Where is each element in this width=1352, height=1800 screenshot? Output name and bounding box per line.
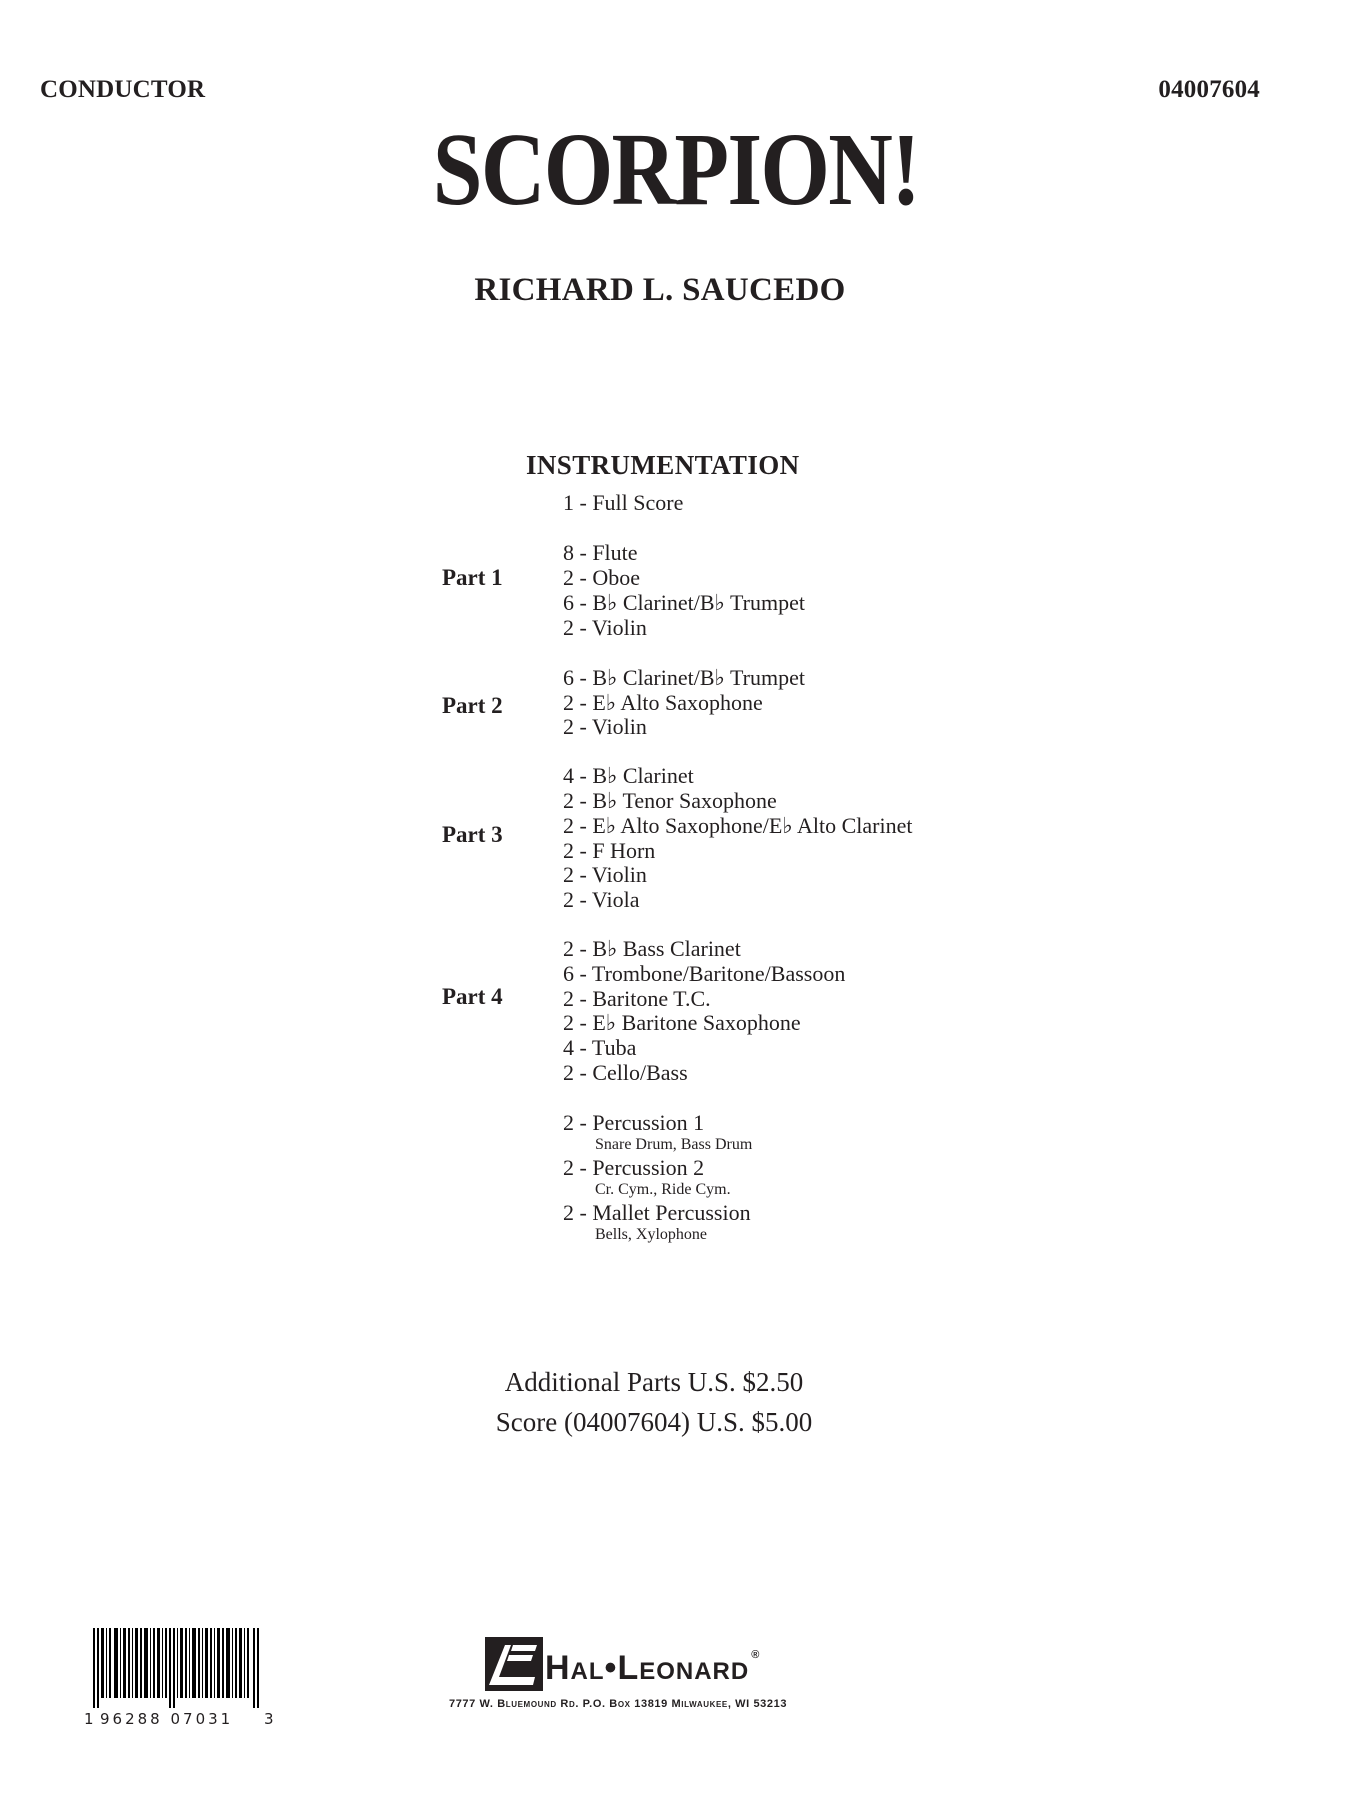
part-3-item: 2 - F Horn <box>563 838 656 863</box>
barcode-digit-right: 3 <box>264 1710 274 1728</box>
publisher-address: 7777 W. Bluemound Rd. P.O. Box 13819 Milwaukee, WI 53213 <box>449 1698 788 1710</box>
logo-wordmark: Hal•Leonard <box>545 1649 750 1687</box>
percussion-detail: Cr. Cym., Ride Cym. <box>595 1181 731 1198</box>
percussion-item: 2 - Mallet Percussion <box>563 1200 751 1225</box>
part-3-item: 4 - B♭ Clarinet <box>563 763 694 788</box>
hal-leonard-mark-icon <box>485 1637 543 1691</box>
score-price: Score (04007604) U.S. $5.00 <box>495 1407 813 1437</box>
part-3-item: 2 - B♭ Tenor Saxophone <box>563 788 777 813</box>
barcode-bars <box>93 1628 259 1708</box>
part-4-item: 2 - Cello/Bass <box>563 1060 688 1085</box>
part-4-label: Part 4 <box>442 984 503 1009</box>
part-1-label: Part 1 <box>442 565 503 590</box>
percussion-detail: Bells, Xylophone <box>595 1226 707 1243</box>
barcode-digits: 96288 07031 <box>100 1710 234 1728</box>
barcode <box>60 1628 278 1732</box>
barcode-digit-left: 1 <box>84 1710 94 1728</box>
catalog-number: 04007604 <box>1158 76 1260 103</box>
part-4-item: 2 - E♭ Baritone Saxophone <box>563 1010 801 1035</box>
part-1-item: 2 - Violin <box>563 615 647 640</box>
registered-mark: ® <box>751 1649 761 1661</box>
instrumentation-heading: INSTRUMENTATION <box>526 450 800 480</box>
part-2-label: Part 2 <box>442 693 503 718</box>
composer-name: RICHARD L. SAUCEDO <box>474 272 846 308</box>
part-1-item: 6 - B♭ Clarinet/B♭ Trumpet <box>563 590 805 615</box>
part-1-item: 8 - Flute <box>563 540 638 565</box>
hal-leonard-logo <box>485 1637 885 1707</box>
part-2-item: 2 - Violin <box>563 714 647 739</box>
percussion-detail: Snare Drum, Bass Drum <box>595 1136 753 1153</box>
part-3-item: 2 - E♭ Alto Saxophone/E♭ Alto Clarinet <box>563 813 913 838</box>
part-1-item: 2 - Oboe <box>563 565 640 590</box>
part-4-item: 6 - Trombone/Baritone/Bassoon <box>563 961 846 986</box>
part-4-item: 2 - Baritone T.C. <box>563 986 711 1011</box>
part-2-item: 2 - E♭ Alto Saxophone <box>563 690 763 715</box>
conductor-label: CONDUCTOR <box>40 76 206 103</box>
part-4-item: 4 - Tuba <box>563 1035 637 1060</box>
part-2-item: 6 - B♭ Clarinet/B♭ Trumpet <box>563 665 805 690</box>
part-4-item: 2 - B♭ Bass Clarinet <box>563 936 741 961</box>
page-title: SCORPION! <box>432 112 920 227</box>
part-3-item: 2 - Viola <box>563 887 640 912</box>
part-3-item: 2 - Violin <box>563 862 647 887</box>
percussion-item: 2 - Percussion 2 <box>563 1155 705 1180</box>
part-3-label: Part 3 <box>442 822 503 847</box>
additional-parts-price: Additional Parts U.S. $2.50 <box>504 1367 804 1397</box>
full-score-item: 1 - Full Score <box>563 490 684 515</box>
percussion-item: 2 - Percussion 1 <box>563 1110 705 1135</box>
